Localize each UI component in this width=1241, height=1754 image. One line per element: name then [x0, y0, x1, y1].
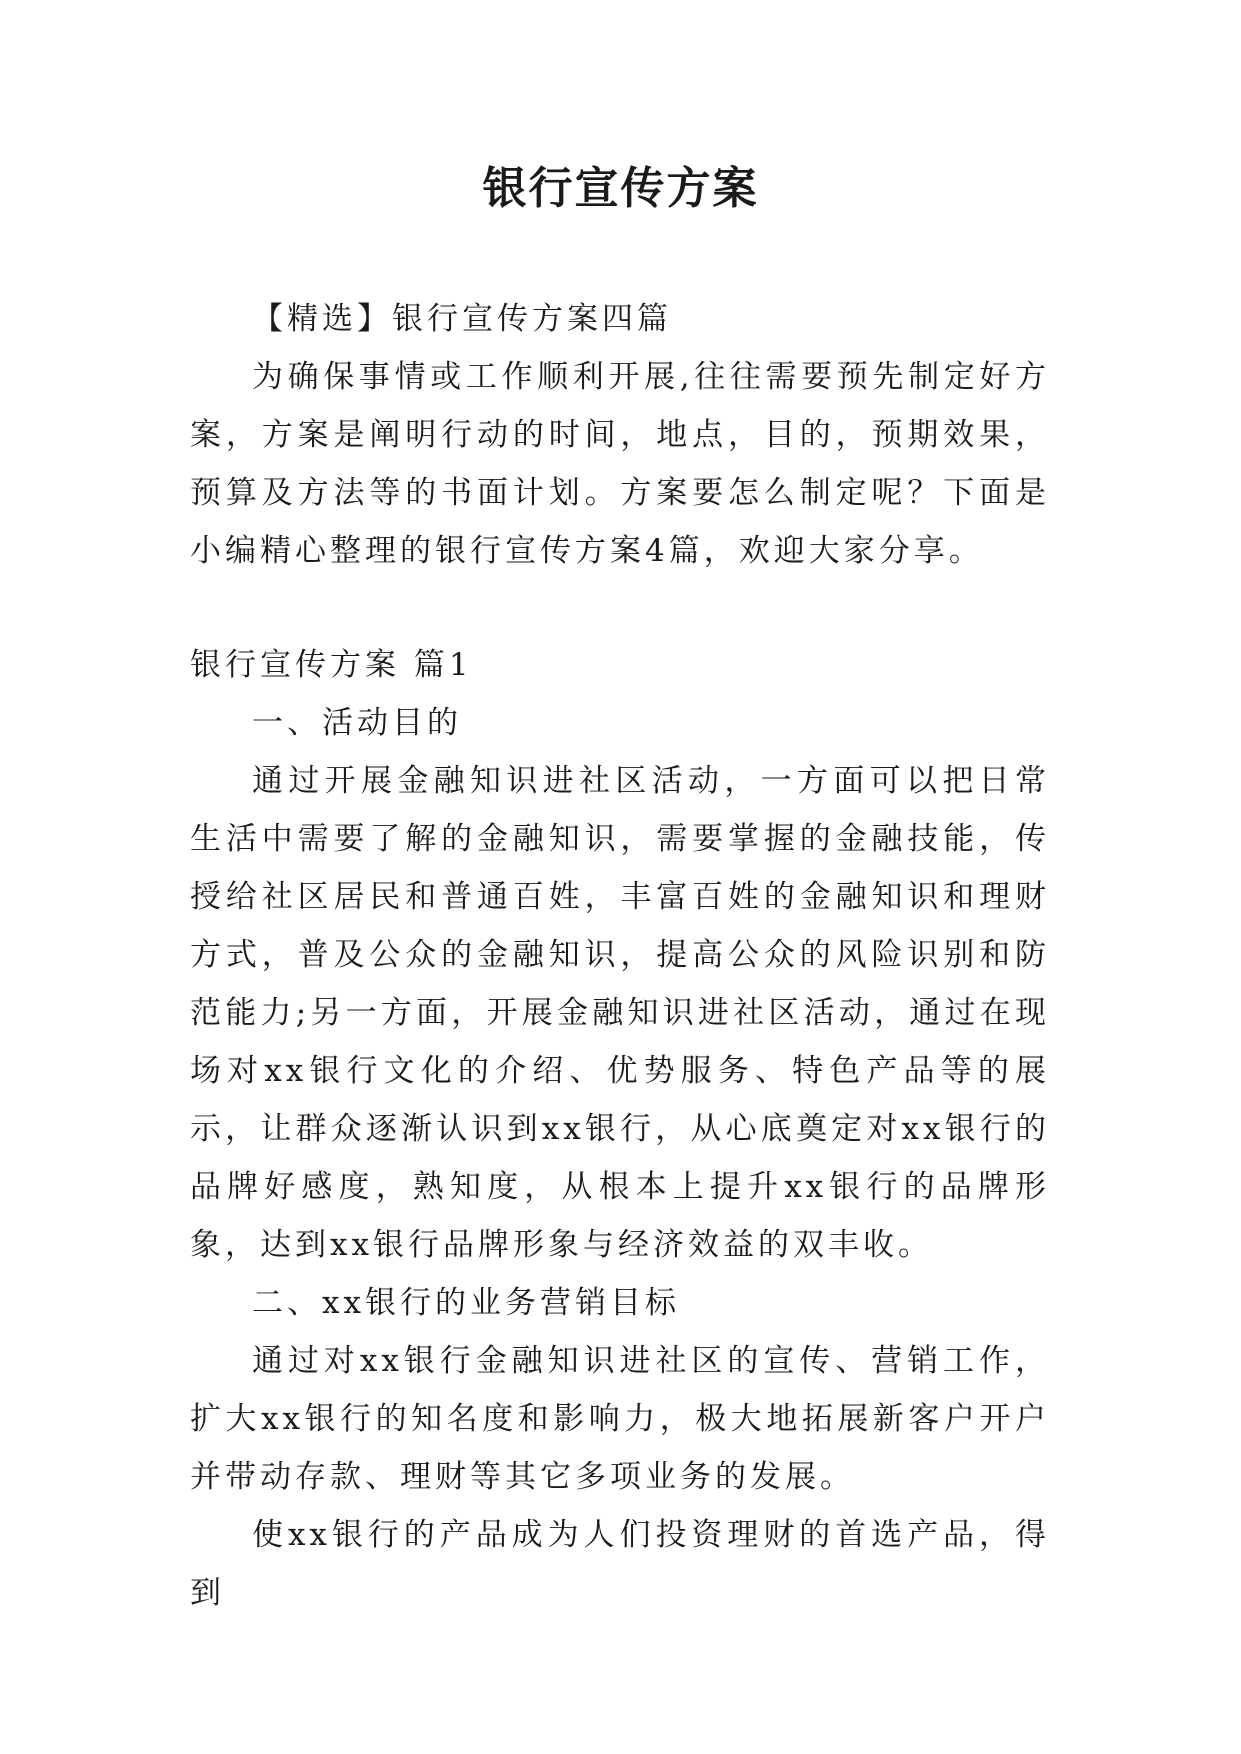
heading-marketing-goal: 二、xx银行的业务营销目标: [252, 1285, 680, 1321]
heading-activity-purpose: 一、活动目的: [252, 705, 462, 741]
paragraph-marketing-goal: 通过对xx银行金融知识进社区的宣传、营销工作，扩大xx银行的知名度和影响力，极大地拓展新客户开户并带动存款、理财等其它多项业务的发展。: [190, 1343, 1050, 1495]
document-body: [190, 290, 1050, 1622]
paragraph-preferred-product: 使xx银行的产品成为人们投资理财的首选产品，得到: [190, 1517, 1050, 1611]
paragraph-activity-purpose: 通过开展金融知识进社区活动，一方面可以把日常生活中需要了解的金融知识，需要掌握的金融技能，传授给社区居民和普通百姓，丰富百姓的金融知识和理财方式，普及公众的金融知识，提高公众的风险识别和防范能力;另一方面，开展金融知识进社区活动，通过在现场对xx银行文化的介绍、优势服务、特色产品等的展示，让群众逐渐认识到xx银行，从心底奠定对xx银行的品牌好感度，熟知度，从根本上提升xx银行的品牌形象，达到xx银行品牌形象与经济效益的双丰收。: [190, 763, 1050, 1263]
intro-paragraph: 为确保事情或工作顺利开展,往往需要预先制定好方案，方案是阐明行动的时间，地点，目的，预期效果，预算及方法等的书面计划。方案要怎么制定呢？下面是小编精心整理的银行宣传方案4篇，欢迎大家分享。: [190, 359, 1050, 569]
intro-heading: 【精选】银行宣传方案四篇: [252, 301, 672, 337]
spacer: [190, 580, 1050, 636]
section-title: 银行宣传方案 篇1: [190, 647, 473, 683]
document-title: 银行宣传方案: [482, 163, 759, 214]
